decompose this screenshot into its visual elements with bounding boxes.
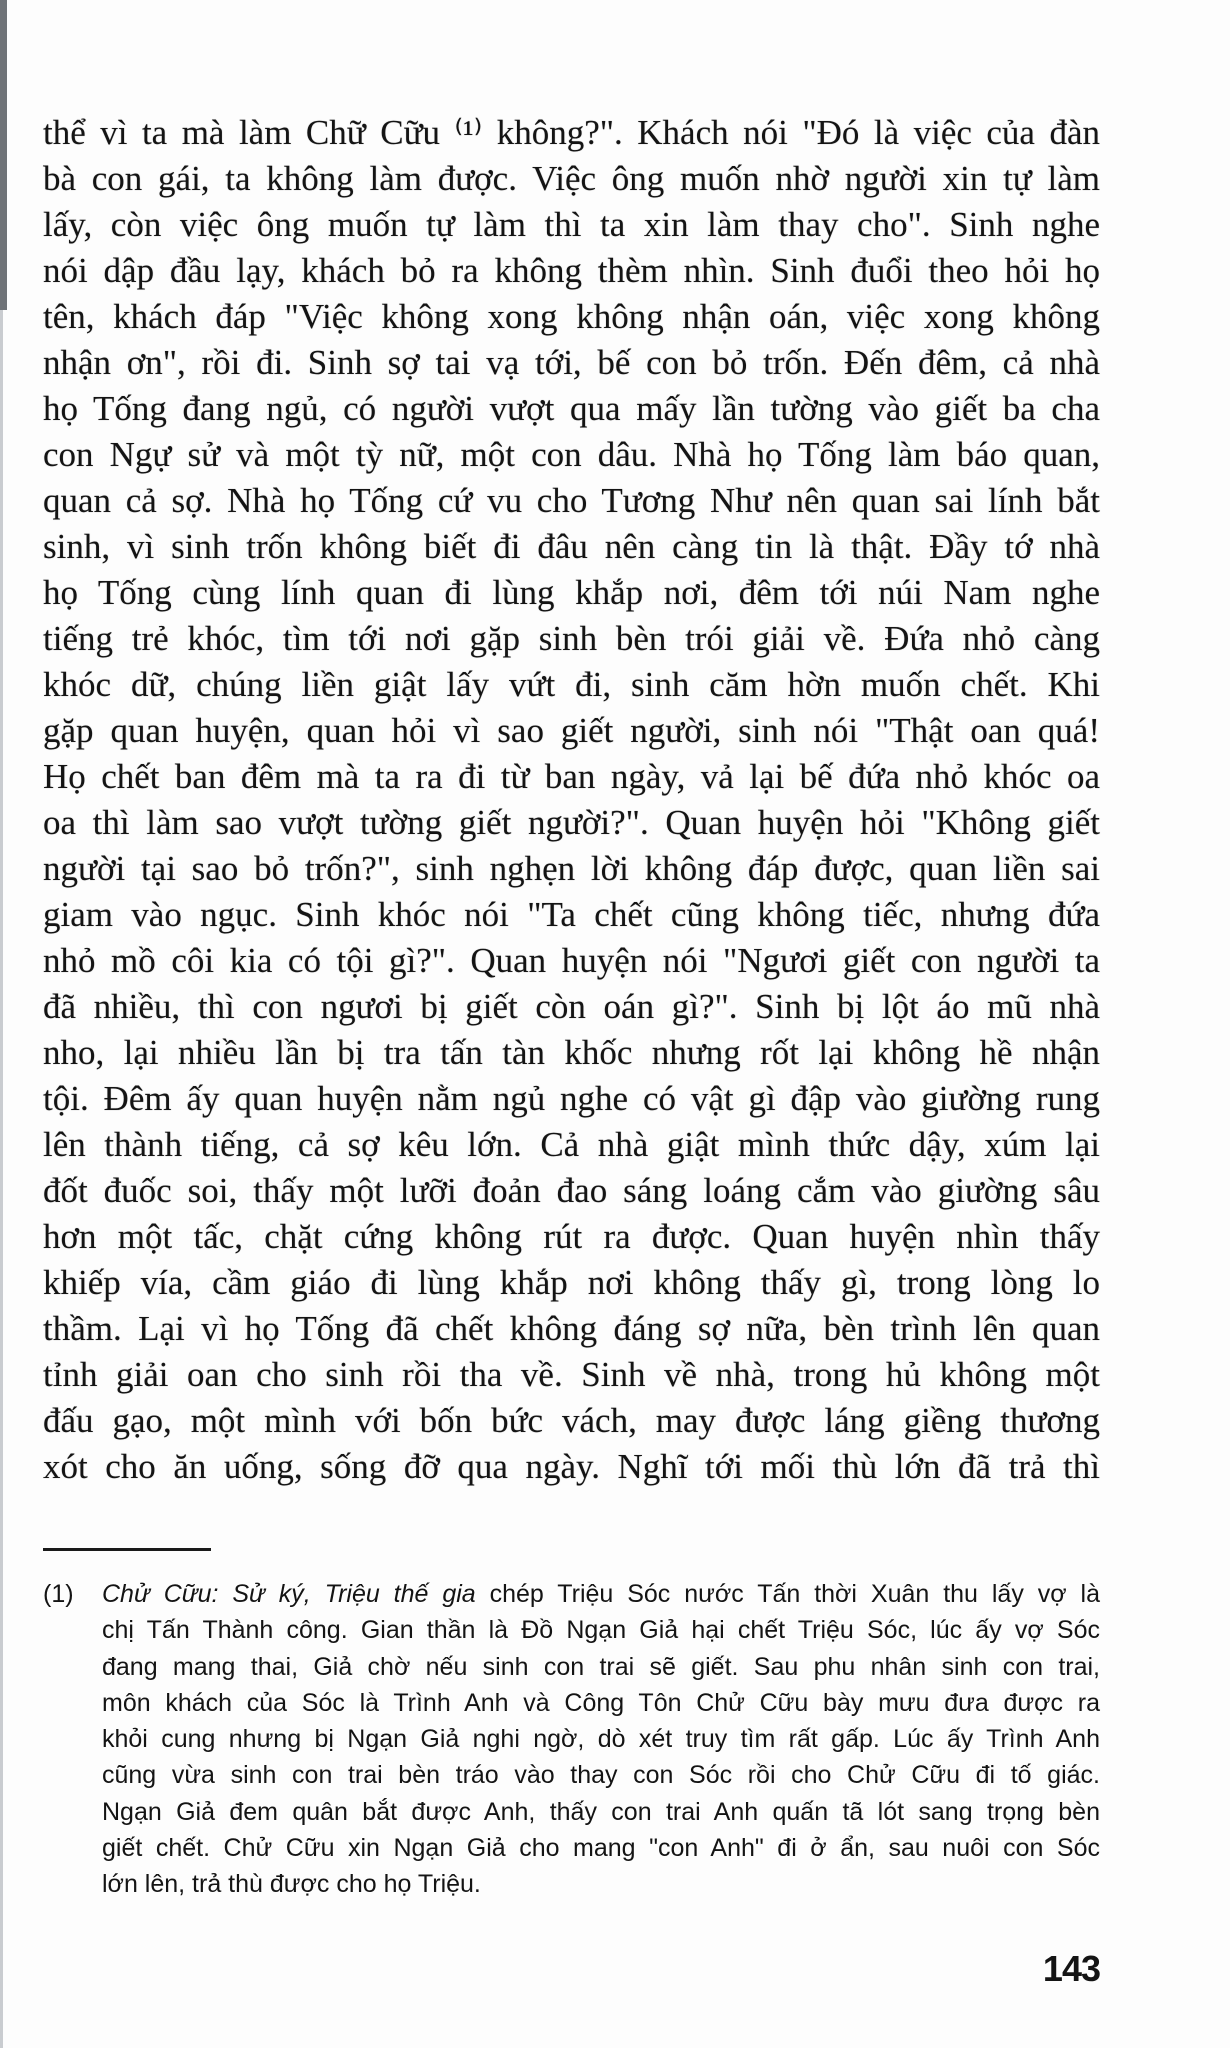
footnote-line: khỏi cung nhưng bị Ngạn Giả nghi ngờ, dò xét truy tìm rất gấp. Lúc ấy Trình Anh xyxy=(102,1725,1100,1754)
footnote-italic-lead: Chử Cữu: Sử ký, Triệu thế gia xyxy=(102,1580,476,1608)
body-line: đấu gạo, một mình với bốn bức vách, may được láng giềng thương xyxy=(43,1401,1100,1440)
body-text xyxy=(43,110,1100,1490)
page-number: 143 xyxy=(1042,1948,1100,1989)
footnote-line: lớn lên, trả thù được cho họ Triệu. xyxy=(102,1870,481,1899)
body-line: nói dập đầu lạy, khách bỏ ra không thèm nhìn. Sinh đuổi theo hỏi họ xyxy=(43,251,1100,290)
body-line: đã nhiều, thì con ngươi bị giết còn oán gì?". Sinh bị lột áo mũ nhà xyxy=(43,987,1100,1026)
footnote-line: chị Tấn Thành công. Gian thần là Đồ Ngạn Giả hại chết Triệu Sóc, lúc ấy vợ Sóc xyxy=(102,1616,1100,1645)
body-line: khiếp vía, cầm giáo đi lùng khắp nơi không thấy gì, trong lòng lo xyxy=(43,1263,1100,1302)
body-line: lấy, còn việc ông muốn tự làm thì ta xin làm thay cho". Sinh nghe xyxy=(43,205,1100,244)
body-line: họ Tống cùng lính quan đi lùng khắp nơi, đêm tới núi Nam nghe xyxy=(43,573,1100,612)
body-line: tội. Đêm ấy quan huyện nằm ngủ nghe có vật gì đập vào giường rung xyxy=(43,1079,1100,1118)
footnote-line: giết chết. Chử Cữu xin Ngạn Giả cho mang "con Anh" đi ở ẩn, sau nuôi con Sóc xyxy=(102,1834,1100,1863)
footnote-line: Ngạn Giả đem quân bắt được Anh, thấy con trai Anh quấn tã lót sang trọng bèn xyxy=(102,1797,1100,1826)
body-line: nho, lại nhiều lần bị tra tấn tàn khốc nhưng rốt lại không hề nhận xyxy=(43,1033,1100,1072)
body-line: thể vì ta mà làm Chữ Cữu ⁽¹⁾ không?". Khách nói "Đó là việc của đàn xyxy=(43,113,1100,152)
body-line: gặp quan huyện, quan hỏi vì sao giết người, sinh nói "Thật oan quá! xyxy=(43,711,1100,750)
body-line: con Ngự sử và một tỳ nữ, một con dâu. Nhà họ Tống làm báo quan, xyxy=(43,435,1100,474)
page-edge xyxy=(0,310,3,2048)
body-line: họ Tống đang ngủ, có người vượt qua mấy lần tường vào giết ba cha xyxy=(43,389,1100,428)
body-line: Họ chết ban đêm mà ta ra đi từ ban ngày, vả lại bế đứa nhỏ khóc oa xyxy=(43,757,1100,796)
footnote-line-text: chép Triệu Sóc nước Tấn thời Xuân thu lấy vợ là xyxy=(475,1580,1100,1608)
body-line: đốt đuốc soi, thấy một lưỡi đoản đao sáng loáng cắm vào giường sâu xyxy=(43,1171,1100,1210)
footnote-line: môn khách của Sóc là Trình Anh và Công Tôn Chử Cữu bày mưu đưa được ra xyxy=(102,1688,1100,1717)
footnote-line: đang mang thai, Giả chờ nếu sinh con trai sẽ giết. Sau phu nhân sinh con trai, xyxy=(102,1652,1100,1681)
footnote-divider xyxy=(43,1548,211,1551)
footnote-line xyxy=(102,1576,1100,1612)
body-line: oa thì làm sao vượt tường giết người?". Quan huyện hỏi "Không giết xyxy=(43,803,1100,842)
body-line: xót cho ăn uống, sống đỡ qua ngày. Nghĩ tới mối thù lớn đã trả thì xyxy=(43,1447,1100,1486)
body-line: nhận ơn", rồi đi. Sinh sợ tai vạ tới, bế con bỏ trốn. Đến đêm, cả nhà xyxy=(43,343,1100,382)
body-line: tên, khách đáp "Việc không xong không nhận oán, việc xong không xyxy=(43,297,1100,336)
body-line: bà con gái, ta không làm được. Việc ông muốn nhờ người xin tự làm xyxy=(43,159,1100,198)
body-line: thầm. Lại vì họ Tống đã chết không đáng sợ nữa, bèn trình lên quan xyxy=(43,1309,1100,1348)
book-spine-edge xyxy=(0,0,7,310)
body-line: quan cả sợ. Nhà họ Tống cứ vu cho Tương Như nên quan sai lính bắt xyxy=(43,481,1100,520)
body-line: nhỏ mồ côi kia có tội gì?". Quan huyện nói "Ngươi giết con người ta xyxy=(43,941,1100,980)
body-line: sinh, vì sinh trốn không biết đi đâu nên càng tin là thật. Đầy tớ nhà xyxy=(43,527,1100,566)
body-line: khóc dữ, chúng liền giật lấy vứt đi, sinh căm hờn muốn chết. Khi xyxy=(43,665,1100,704)
footnote-marker: (1) xyxy=(43,1580,74,1608)
body-line: tỉnh giải oan cho sinh rồi tha về. Sinh về nhà, trong hủ không một xyxy=(43,1355,1100,1394)
body-line: lên thành tiếng, cả sợ kêu lớn. Cả nhà giật mình thức dậy, xúm lại xyxy=(43,1125,1100,1164)
body-line: giam vào ngục. Sinh khóc nói "Ta chết cũng không tiếc, nhưng đứa xyxy=(43,895,1100,934)
body-line: hơn một tấc, chặt cứng không rút ra được. Quan huyện nhìn thấy xyxy=(43,1217,1100,1256)
body-line: người tại sao bỏ trốn?", sinh nghẹn lời không đáp được, quan liền sai xyxy=(43,849,1100,888)
body-line: tiếng trẻ khóc, tìm tới nơi gặp sinh bèn trói giải về. Đứa nhỏ càng xyxy=(43,619,1100,658)
footnote-line: cũng vừa sinh con trai bèn tráo vào thay con Sóc rồi cho Chử Cữu đi tố giác. xyxy=(102,1761,1100,1790)
